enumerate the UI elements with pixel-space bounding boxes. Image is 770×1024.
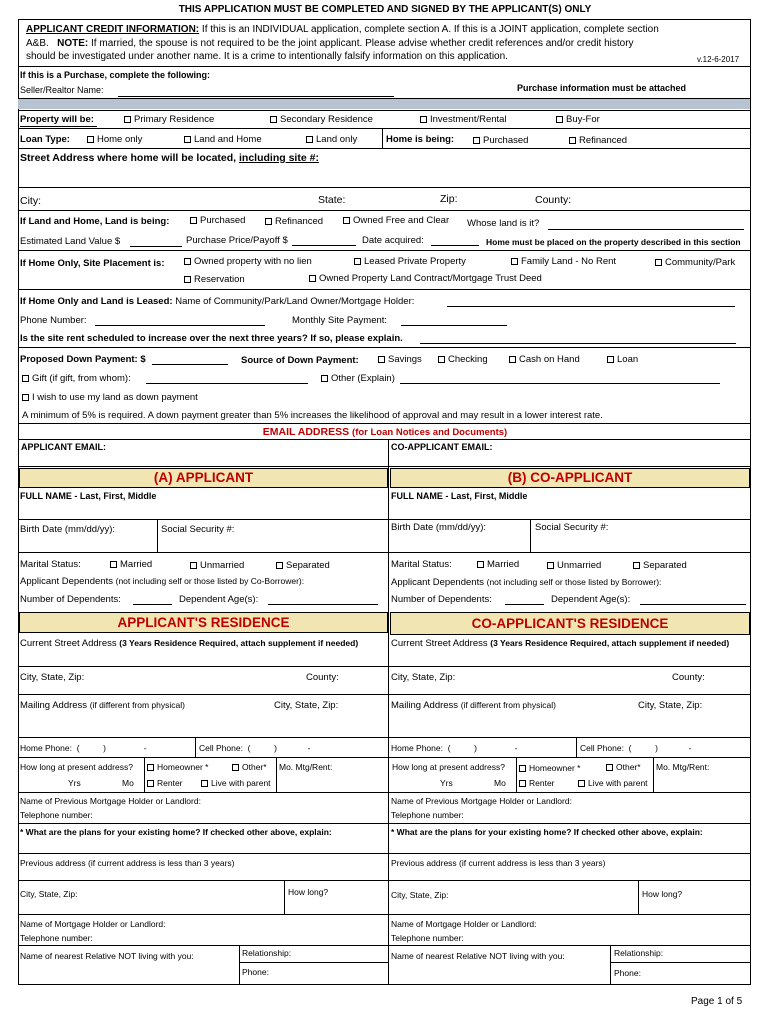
dependents-text: Applicant Dependents bbox=[391, 577, 484, 588]
seller-label: Seller/Realtor Name: bbox=[20, 85, 104, 95]
divider-band bbox=[18, 99, 750, 109]
loan-home-only[interactable] bbox=[87, 134, 142, 145]
top-title: THIS APPLICATION MUST BE COMPLETED AND SIGNED BY THE APPLICANT(S) ONLY bbox=[178, 4, 592, 15]
zip-label: Zip: bbox=[440, 193, 458, 205]
a-telephone2-label: Telephone number: bbox=[20, 933, 93, 943]
land-purchased[interactable] bbox=[190, 215, 245, 226]
coapplicant-ssn-label: Social Security #: bbox=[535, 522, 609, 533]
section-heading: APPLICANT CREDIT INFORMATION: bbox=[26, 24, 200, 35]
b-prev-csz-label: City, State, Zip: bbox=[391, 890, 449, 900]
intro-line-3: should be investigated under another name. It is a crime to intentionally falsify information on this application. bbox=[26, 51, 508, 62]
home-refinanced[interactable] bbox=[569, 135, 627, 146]
option-label: Checking bbox=[448, 354, 488, 365]
b-plans-label: * What are the plans for your existing home? If checked other above, explain: bbox=[391, 827, 703, 837]
a-holder-label: Name of Mortgage Holder or Landlord: bbox=[20, 919, 166, 929]
a-telephone-label: Telephone number: bbox=[20, 810, 93, 820]
checkbox-icon bbox=[184, 258, 191, 265]
coapplicant-residence-title: CO-APPLICANT'S RESIDENCE bbox=[390, 612, 750, 635]
checkbox-icon bbox=[556, 116, 563, 123]
a-plans-label: * What are the plans for your existing home? If checked other above, explain: bbox=[20, 827, 332, 837]
proposed-down-label: Proposed Down Payment: $ bbox=[20, 354, 146, 365]
option-label: Owned Free and Clear bbox=[353, 215, 450, 226]
option-investment[interactable] bbox=[420, 114, 507, 125]
intro-ab: A&B. bbox=[26, 38, 49, 49]
option-label: Refinanced bbox=[579, 135, 628, 146]
checkbox-icon bbox=[110, 561, 117, 568]
coapplicant-separated[interactable] bbox=[633, 560, 687, 571]
if-land-home-label: If Land and Home, Land is being: bbox=[20, 216, 170, 227]
city-label: City: bbox=[20, 195, 41, 207]
applicant-num-dep-label: Number of Dependents: bbox=[20, 594, 121, 605]
intro-note: NOTE: bbox=[57, 38, 89, 49]
applicant-ssn-label: Social Security #: bbox=[161, 524, 235, 535]
phone-number-field[interactable] bbox=[95, 325, 265, 326]
option-label: Cash on Hand bbox=[519, 354, 580, 365]
source-checking[interactable] bbox=[438, 354, 488, 365]
a-current-street-label bbox=[20, 638, 358, 649]
leased-label: If Home Only and Land is Leased: bbox=[20, 296, 173, 307]
b-county-label: County: bbox=[672, 672, 705, 683]
county-label: County: bbox=[535, 194, 572, 206]
coapplicant-num-dep-label: Number of Dependents: bbox=[391, 594, 492, 605]
option-label: Renter bbox=[529, 778, 555, 788]
proposed-down-field[interactable] bbox=[152, 364, 228, 365]
b-prev-holder-label: Name of Previous Mortgage Holder or Landlord: bbox=[391, 796, 572, 806]
checkbox-icon bbox=[633, 562, 640, 569]
a-phone-label: Phone: bbox=[242, 967, 269, 977]
applicant-dep-ages-field[interactable] bbox=[268, 604, 378, 605]
version-label: v.12-6-2017 bbox=[697, 55, 740, 64]
checkbox-icon bbox=[547, 562, 554, 569]
coapplicant-full-name-label: FULL NAME - Last, First, Middle bbox=[391, 491, 528, 501]
intro-text-1: If this is an INDIVIDUAL application, complete section A. If this is a JOINT application, complete section bbox=[201, 24, 659, 35]
applicant-dependents-label bbox=[20, 576, 304, 587]
checkbox-icon bbox=[655, 259, 662, 266]
a-home-phone-label: Home Phone: ( ) - bbox=[20, 743, 147, 753]
site-family-land[interactable] bbox=[511, 256, 616, 267]
street-label-underlined: including site #: bbox=[239, 152, 319, 164]
b-homeowner-option[interactable] bbox=[519, 763, 581, 773]
b-mail-csz-label: City, State, Zip: bbox=[638, 700, 703, 711]
option-label: Secondary Residence bbox=[280, 114, 373, 125]
option-label: Live with parent bbox=[588, 778, 648, 788]
rent-increase-label: Is the site rent scheduled to increase over the next three years? If so, please explain. bbox=[20, 333, 403, 344]
b-yrs-label: Yrs bbox=[440, 778, 453, 788]
b-mo-mtg-label: Mo. Mtg/Rent: bbox=[656, 762, 710, 772]
checkbox-icon bbox=[147, 780, 154, 787]
gift-option[interactable] bbox=[22, 373, 131, 384]
applicant-num-dep-field[interactable] bbox=[133, 604, 172, 605]
source-savings[interactable] bbox=[378, 354, 422, 365]
checkbox-icon bbox=[578, 780, 585, 787]
checkbox-icon bbox=[190, 217, 197, 224]
coapplicant-num-dep-field[interactable] bbox=[505, 604, 544, 605]
coapplicant-dep-ages-label: Dependent Age(s): bbox=[551, 594, 631, 605]
other-explain-option[interactable] bbox=[321, 373, 395, 384]
checkbox-icon bbox=[87, 136, 94, 143]
b-relationship-label: Relationship: bbox=[614, 948, 664, 958]
price-label: Purchase Price/Payoff $ bbox=[186, 235, 288, 246]
b-telephone2-label: Telephone number: bbox=[391, 933, 464, 943]
site-reservation[interactable] bbox=[184, 274, 245, 285]
mailing-note: (if different from physical) bbox=[89, 700, 185, 710]
checkbox-icon bbox=[184, 276, 191, 283]
applicant-married[interactable] bbox=[110, 559, 152, 570]
b-relative-label: Name of nearest Relative NOT living with you: bbox=[391, 951, 565, 961]
coapplicant-dependents-label bbox=[391, 577, 661, 588]
site-placement-label: If Home Only, Site Placement is: bbox=[20, 258, 165, 269]
mailing-text: Mailing Address bbox=[20, 700, 88, 711]
option-label: Leased Private Property bbox=[364, 256, 466, 267]
coapplicant-birth-label: Birth Date (mm/dd/yy): bbox=[391, 522, 487, 533]
applicant-residence-title: APPLICANT'S RESIDENCE bbox=[19, 612, 388, 633]
coapplicant-title: (B) CO-APPLICANT bbox=[390, 468, 750, 488]
attached-note: Purchase information must be attached bbox=[517, 83, 687, 93]
loan-land-and-home[interactable] bbox=[184, 134, 262, 145]
monthly-label: Monthly Site Payment: bbox=[292, 315, 388, 326]
a-prev-address-label: Previous address (if current address is less than 3 years) bbox=[20, 858, 235, 868]
option-label: Homeowner * bbox=[157, 762, 209, 772]
site-owned-no-lien[interactable] bbox=[184, 256, 312, 267]
option-label: Purchased bbox=[200, 215, 246, 226]
checkbox-icon bbox=[190, 562, 197, 569]
checkbox-icon bbox=[184, 136, 191, 143]
minimum-note: A minimum of 5% is required. A down payment greater than 5% increases the likelihood of approval and may result in a lower interest rate. bbox=[22, 410, 603, 421]
checkbox-icon bbox=[265, 218, 272, 225]
option-label: Live with parent bbox=[211, 778, 271, 788]
source-loan[interactable] bbox=[607, 354, 638, 365]
cell-phone-text: Cell Phone: bbox=[580, 743, 624, 753]
est-value-field[interactable] bbox=[130, 246, 182, 247]
purchase-heading: If this is a Purchase, complete the following: bbox=[20, 70, 211, 80]
a-renter-option[interactable] bbox=[147, 778, 183, 788]
b-holder-label: Name of Mortgage Holder or Landlord: bbox=[391, 919, 537, 929]
option-label: Land and Home bbox=[194, 134, 262, 145]
leased-name-field[interactable] bbox=[447, 306, 735, 307]
checkbox-icon bbox=[354, 258, 361, 265]
option-label: Homeowner * bbox=[529, 763, 581, 773]
loan-type-label: Loan Type: bbox=[20, 134, 70, 145]
b-phone-label: Phone: bbox=[614, 968, 641, 978]
option-label: Owned Property Land Contract/Mortgage Trust Deed bbox=[319, 273, 542, 284]
option-label: Savings bbox=[388, 354, 422, 365]
b-how-long-label: How long at present address? bbox=[392, 762, 505, 772]
checkbox-icon bbox=[509, 356, 516, 363]
a-yrs-label: Yrs bbox=[68, 778, 81, 788]
gift-label: Gift (if gift, from whom): bbox=[32, 373, 131, 384]
b-other-option[interactable] bbox=[606, 762, 641, 772]
loan-land-only[interactable] bbox=[306, 134, 357, 145]
checkbox-icon bbox=[321, 375, 328, 382]
applicant-email-label: APPLICANT EMAIL: bbox=[21, 442, 106, 452]
current-street-text: Current Street Address bbox=[20, 638, 117, 649]
page-number: Page 1 of 5 bbox=[691, 996, 743, 1007]
home-phone-text: Home Phone: bbox=[391, 743, 443, 753]
intro-text-2: If married, the spouse is not required to be the joint applicant. Please advise whether credit references and/or credit history bbox=[91, 38, 634, 49]
placed-note: Home must be placed on the property described in this section bbox=[486, 237, 741, 247]
checkbox-icon bbox=[276, 562, 283, 569]
b-live-parent-option[interactable] bbox=[578, 778, 648, 788]
current-street-note: (3 Years Residence Required, attach supplement if needed) bbox=[490, 638, 730, 648]
checkbox-icon bbox=[22, 375, 29, 382]
option-label: Land only bbox=[316, 134, 358, 145]
checkbox-icon bbox=[477, 561, 484, 568]
source-down-label: Source of Down Payment: bbox=[241, 355, 359, 366]
intro-line-2 bbox=[26, 38, 634, 49]
checkbox-icon bbox=[519, 765, 526, 772]
mailing-note: (if different from physical) bbox=[460, 700, 556, 710]
cell-phone-text: Cell Phone: bbox=[199, 743, 243, 753]
b-home-phone-label: Home Phone: ( ) - bbox=[391, 743, 518, 753]
option-label: Married bbox=[487, 559, 520, 570]
checkbox-icon bbox=[232, 764, 239, 771]
date-acquired-field[interactable] bbox=[431, 245, 479, 246]
option-label: Separated bbox=[286, 560, 330, 571]
whose-land-label: Whose land is it? bbox=[467, 218, 540, 229]
phone-number-label: Phone Number: bbox=[20, 315, 87, 326]
checkbox-icon bbox=[606, 764, 613, 771]
checkbox-icon bbox=[378, 356, 385, 363]
email-heading-text: EMAIL ADDRESS bbox=[262, 426, 350, 438]
a-city-state-zip-label: City, State, Zip: bbox=[20, 672, 85, 683]
option-label: Family Land - No Rent bbox=[521, 256, 617, 267]
home-purchased[interactable] bbox=[473, 135, 528, 146]
site-leased-private[interactable] bbox=[354, 256, 466, 267]
price-field[interactable] bbox=[292, 245, 356, 246]
b-cell-phone-label: Cell Phone: ( ) - bbox=[580, 743, 692, 753]
coapplicant-marital-label: Marital Status: bbox=[391, 559, 452, 570]
a-mo-label: Mo bbox=[122, 778, 134, 788]
home-phone-text: Home Phone: bbox=[20, 743, 72, 753]
coapplicant-email-label: CO-APPLICANT EMAIL: bbox=[391, 442, 493, 452]
seller-field[interactable] bbox=[118, 96, 394, 97]
dependents-note: (not including self or those listed by Co-Borrower): bbox=[115, 576, 305, 586]
b-city-state-zip-label: City, State, Zip: bbox=[391, 672, 456, 683]
option-label: Investment/Rental bbox=[430, 114, 507, 125]
b-how-long2-label: How long? bbox=[642, 889, 683, 899]
option-label: Married bbox=[120, 559, 153, 570]
checkbox-icon bbox=[420, 116, 427, 123]
land-down-option[interactable] bbox=[22, 392, 198, 403]
applicant-unmarried[interactable] bbox=[190, 560, 244, 571]
a-cell-phone-label: Cell Phone: ( ) - bbox=[199, 743, 311, 753]
dependents-note: (not including self or those listed by Borrower): bbox=[486, 577, 662, 587]
option-label: Refinanced bbox=[275, 216, 324, 227]
email-heading bbox=[0, 426, 770, 438]
site-land-contract[interactable] bbox=[309, 273, 542, 284]
applicant-dep-ages-label: Dependent Age(s): bbox=[179, 594, 259, 605]
a-how-long2-label: How long? bbox=[288, 887, 329, 897]
a-live-parent-option[interactable] bbox=[201, 778, 271, 788]
option-buy-for[interactable] bbox=[556, 114, 600, 125]
option-label: Buy-For bbox=[566, 114, 600, 125]
a-how-long-label: How long at present address? bbox=[20, 762, 133, 772]
b-telephone-label: Telephone number: bbox=[391, 810, 464, 820]
option-label: Loan bbox=[617, 354, 639, 365]
option-label: Purchased bbox=[483, 135, 529, 146]
option-label: Renter bbox=[157, 778, 183, 788]
other-label: Other (Explain) bbox=[331, 373, 395, 384]
date-acquired-label: Date acquired: bbox=[362, 235, 424, 246]
a-prev-holder-label: Name of Previous Mortgage Holder or Landlord: bbox=[20, 796, 201, 806]
leased-name-label: Name of Community/Park/Land Owner/Mortgage Holder: bbox=[175, 296, 415, 307]
checkbox-icon bbox=[607, 356, 614, 363]
b-mailing-label bbox=[391, 700, 556, 711]
rent-increase-field[interactable] bbox=[420, 343, 736, 344]
coapplicant-unmarried[interactable] bbox=[547, 560, 601, 571]
a-mo-mtg-label: Mo. Mtg/Rent: bbox=[279, 762, 333, 772]
checkbox-icon bbox=[124, 116, 131, 123]
other-explain-field[interactable] bbox=[400, 383, 720, 384]
land-down-label: I wish to use my land as down payment bbox=[32, 392, 198, 403]
option-label: Other* bbox=[242, 762, 267, 772]
est-value-label: Estimated Land Value $ bbox=[20, 236, 121, 247]
applicant-full-name-label: FULL NAME - Last, First, Middle bbox=[20, 491, 157, 501]
checkbox-icon bbox=[201, 780, 208, 787]
option-primary[interactable] bbox=[124, 114, 214, 125]
monthly-field[interactable] bbox=[401, 325, 507, 326]
option-label: Separated bbox=[643, 560, 687, 571]
option-label: Unmarried bbox=[200, 560, 245, 571]
b-mo-label: Mo bbox=[494, 778, 506, 788]
checkbox-icon bbox=[519, 780, 526, 787]
applicant-birth-label: Birth Date (mm/dd/yy): bbox=[20, 524, 116, 535]
land-owned-free[interactable] bbox=[343, 215, 449, 226]
option-label: Community/Park bbox=[665, 257, 736, 268]
option-label: Reservation bbox=[194, 274, 245, 285]
whose-land-field[interactable] bbox=[548, 229, 744, 230]
a-mail-csz-label: City, State, Zip: bbox=[274, 700, 339, 711]
checkbox-icon bbox=[147, 764, 154, 771]
b-renter-option[interactable] bbox=[519, 778, 555, 788]
option-label: Owned property with no lien bbox=[194, 256, 312, 267]
coapplicant-dep-ages-field[interactable] bbox=[640, 604, 746, 605]
site-community-park[interactable] bbox=[655, 257, 735, 268]
checkbox-icon bbox=[22, 394, 29, 401]
option-label: Primary Residence bbox=[134, 114, 215, 125]
checkbox-icon bbox=[438, 356, 445, 363]
applicant-title: (A) APPLICANT bbox=[19, 468, 388, 488]
b-current-street-label bbox=[391, 638, 729, 649]
checkbox-icon bbox=[569, 137, 576, 144]
checkbox-icon bbox=[306, 136, 313, 143]
current-street-note: (3 Years Residence Required, attach supplement if needed) bbox=[119, 638, 359, 648]
option-secondary[interactable] bbox=[270, 114, 373, 125]
checkbox-icon bbox=[343, 217, 350, 224]
email-heading-sub: (for Loan Notices and Documents) bbox=[352, 427, 508, 438]
intro-line-1 bbox=[26, 24, 659, 35]
coapplicant-married[interactable] bbox=[477, 559, 519, 570]
checkbox-icon bbox=[309, 275, 316, 282]
applicant-marital-label: Marital Status: bbox=[20, 559, 81, 570]
leased-row bbox=[20, 296, 414, 307]
a-county-label: County: bbox=[306, 672, 339, 683]
dependents-text: Applicant Dependents bbox=[20, 576, 113, 587]
street-label-text: Street Address where home will be located, bbox=[20, 152, 237, 164]
checkbox-icon bbox=[270, 116, 277, 123]
state-label: State: bbox=[318, 194, 346, 206]
source-cash[interactable] bbox=[509, 354, 580, 365]
a-prev-csz-label: City, State, Zip: bbox=[20, 889, 78, 899]
checkbox-icon bbox=[511, 258, 518, 265]
a-homeowner-option[interactable] bbox=[147, 762, 209, 772]
a-relative-label: Name of nearest Relative NOT living with you: bbox=[20, 951, 194, 961]
option-label: Unmarried bbox=[557, 560, 602, 571]
a-other-option[interactable] bbox=[232, 762, 267, 772]
mailing-text: Mailing Address bbox=[391, 700, 459, 711]
a-relationship-label: Relationship: bbox=[242, 948, 292, 958]
home-being-label: Home is being: bbox=[386, 134, 455, 145]
current-street-text: Current Street Address bbox=[391, 638, 488, 649]
land-refinanced[interactable] bbox=[265, 216, 323, 227]
applicant-separated[interactable] bbox=[276, 560, 330, 571]
a-mailing-label bbox=[20, 700, 185, 711]
property-will-be-label: Property will be: bbox=[20, 114, 94, 125]
checkbox-icon bbox=[473, 137, 480, 144]
b-prev-address-label: Previous address (if current address is less than 3 years) bbox=[391, 858, 606, 868]
gift-field[interactable] bbox=[146, 383, 308, 384]
option-label: Other* bbox=[616, 762, 641, 772]
street-address-label bbox=[20, 152, 319, 164]
option-label: Home only bbox=[97, 134, 143, 145]
